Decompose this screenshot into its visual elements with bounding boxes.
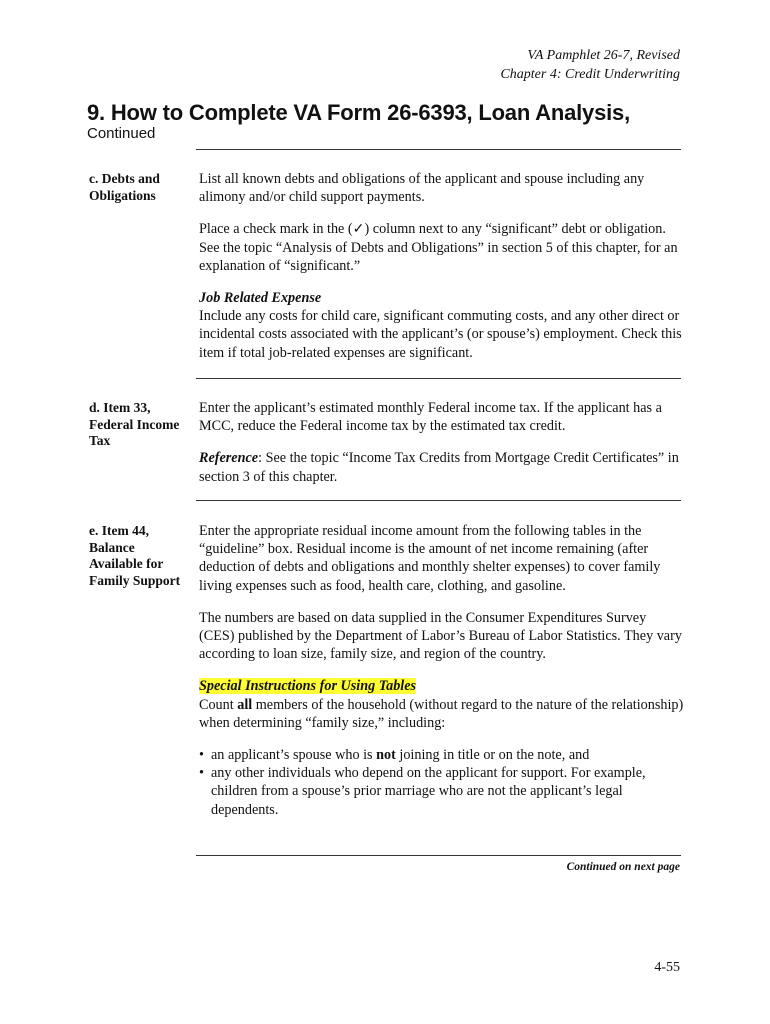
section-e-paragraph-1: Enter the appropriate residual income amount from the following tables in the “guideline” box. Residual income is the amount of net income remaining (after deduction of debts and obligations and monthly shelter expenses) to cover family living expenses such as food, health care, clothing, and gasoline.: [199, 523, 661, 594]
special-instructions-heading: [199, 677, 684, 695]
section-c-label-line-1: c. Debts and: [89, 171, 160, 186]
family-size-list: [199, 746, 684, 819]
job-related-expense-heading: Job Related Expense: [199, 290, 322, 307]
bullet-icon: •: [199, 747, 204, 764]
section-e-label-line-1: e. Item 44,: [89, 523, 149, 538]
section-e-label: [89, 523, 194, 589]
section-c-paragraph-1: List all known debts and obligations of the applicant and spouse including any alimony and/or child support payments.: [199, 171, 645, 206]
section-d-label-line-1: d. Item 33,: [89, 400, 151, 415]
list-item: [199, 746, 684, 764]
section-d-label-line-2: Federal Income: [89, 416, 180, 432]
section-d-reference: [199, 449, 684, 485]
section-c-divider: [196, 378, 681, 379]
section-e-body: [199, 522, 684, 819]
page-subtitle: Continued: [87, 125, 156, 142]
footer-divider: [196, 855, 681, 856]
section-c-paragraph-2: Place a check mark in the (✓) column next to any “significant” debt or obligation. See the topic “Analysis of Debts and Obligations” in section 5 of this chapter, for an explanation of “significant.”: [199, 221, 678, 274]
count-pre: Count: [199, 696, 238, 713]
count-bold: all: [237, 696, 253, 713]
header-line-2: Chapter 4: Credit Underwriting: [500, 67, 680, 82]
section-e-label-line-3: Available for: [89, 556, 164, 571]
section-e-label-line-2: Balance: [89, 539, 135, 555]
continued-note: Continued on next page: [566, 861, 680, 873]
section-d-divider: [196, 500, 681, 501]
section-d-paragraph-1: Enter the applicant’s estimated monthly Federal income tax. If the applicant has a MCC, reduce the Federal income tax by the estimated tax credit.: [199, 400, 662, 435]
section-d-body: [199, 399, 684, 500]
page-number: 4-55: [654, 960, 680, 975]
bullet-2-text: any other individuals who depend on the applicant for support. For example, children from a spouse’s prior marriage who are not the applicant’s legal dependents.: [211, 765, 646, 818]
count-post: members of the household (without regard to the nature of the relationship) when determining “family size,” including:: [199, 696, 684, 731]
section-e-count-paragraph: [199, 696, 684, 732]
header-line-1: VA Pamphlet 26-7, Revised: [527, 48, 680, 63]
reference-text: : See the topic “Income Tax Credits from Mortgage Credit Certificates” in section 3 of this chapter.: [199, 450, 679, 485]
section-c-label-line-2: Obligations: [89, 187, 156, 203]
page-title: 9. How to Complete VA Form 26-6393, Loan Analysis,: [87, 100, 630, 125]
section-c-paragraph-3: Include any costs for child care, significant commuting costs, and any other direct or incidental costs associated with the applicant’s (or spouse’s) employment. Check this item if total job-related expenses are significant.: [199, 308, 682, 361]
bullet-1-bold: not: [376, 747, 396, 764]
section-e-label-line-4: Family Support: [89, 572, 181, 588]
special-instructions-highlight: Special Instructions for Using Tables: [199, 678, 417, 695]
section-c-body: [199, 170, 684, 376]
section-c-label: [89, 171, 194, 204]
bullet-1-post: joining in title or on the note, and: [395, 747, 590, 764]
bullet-1-pre: an applicant’s spouse who is: [211, 747, 377, 764]
page-header: [500, 46, 680, 84]
reference-heading: Reference: [199, 450, 259, 467]
section-d-label-line-3: Tax: [89, 433, 111, 448]
section-e-paragraph-2: The numbers are based on data supplied in the Consumer Expenditures Survey (CES) published by the Department of Labor’s Bureau of Labor Statistics. They vary according to loan size, family size, and region of the country.: [199, 609, 682, 663]
title-divider: [196, 149, 681, 150]
section-d-label: [89, 400, 194, 450]
bullet-icon: •: [199, 765, 204, 782]
list-item: [199, 764, 684, 819]
